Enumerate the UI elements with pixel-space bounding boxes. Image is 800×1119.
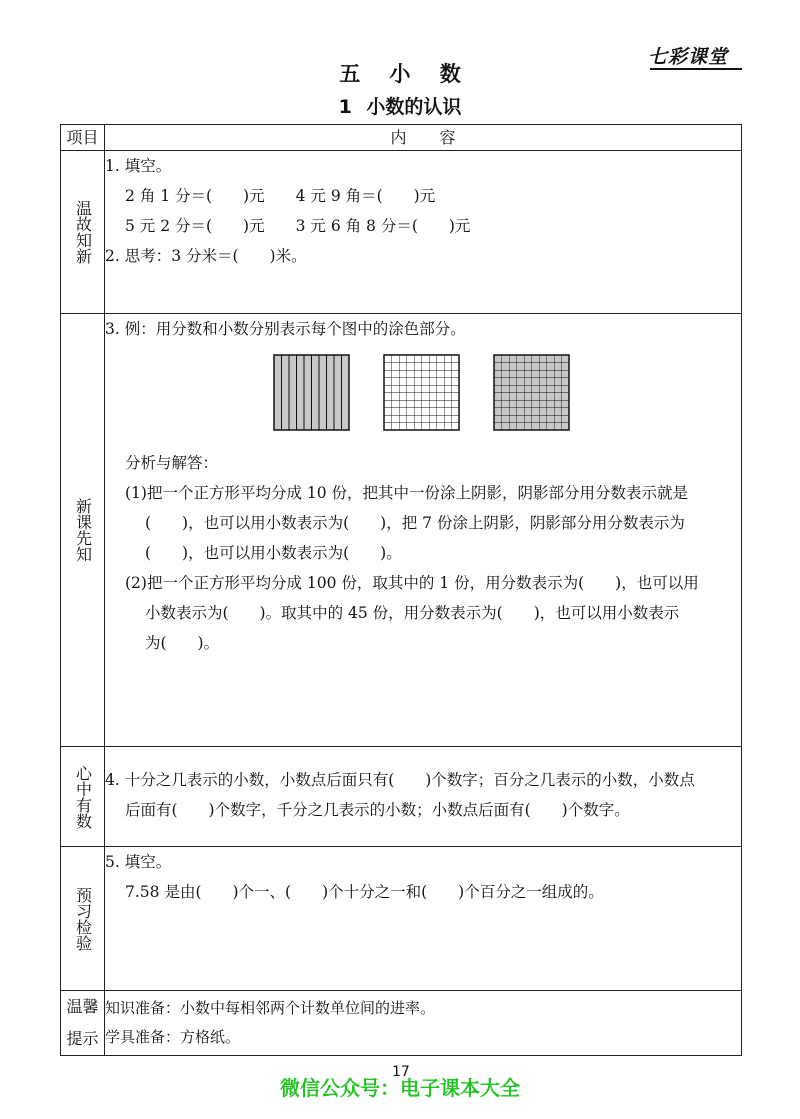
question-5-line-1: 7.58 是由( )个一、( )个十分之一和( )个百分之一组成的。 bbox=[125, 883, 604, 901]
section-content bbox=[105, 314, 742, 747]
tip-knowledge: 知识准备：小数中每相邻两个计数单位间的进率。 bbox=[105, 999, 436, 1017]
section-content bbox=[105, 991, 742, 1056]
part-1-line-2: ( )，也可以用小数表示为( )，把 7 份涂上阴影，阴影部分用分数表示为 bbox=[145, 514, 685, 532]
question-2: 2. 思考：3 分米＝( )米。 bbox=[105, 247, 307, 265]
question-5: 5. 填空。 bbox=[105, 853, 172, 871]
section-label: 心中有数 bbox=[61, 747, 105, 847]
watermark-text: 微信公众号：电子课本大全 bbox=[280, 1076, 520, 1100]
chapter-title: 五 小 数 bbox=[339, 62, 461, 86]
header-item: 项目 bbox=[61, 125, 105, 151]
analysis-heading: 分析与解答： bbox=[125, 454, 219, 472]
tenths-square-figure bbox=[273, 354, 350, 431]
table-header-row bbox=[61, 125, 742, 151]
part-2-line-3: 为( )。 bbox=[145, 634, 220, 652]
section-label: 温故知新 bbox=[61, 151, 105, 314]
tips-label-line-2: 提示 bbox=[66, 1029, 99, 1048]
section-content bbox=[105, 747, 742, 847]
section-summary bbox=[61, 747, 742, 847]
question-1-line-2: 5 元 2 分＝( )元 3 元 6 角 8 分＝( )元 bbox=[125, 217, 471, 235]
tip-tools: 学具准备：方格纸。 bbox=[105, 1028, 241, 1046]
question-1-line-1: 2 角 1 分＝( )元 4 元 9 角＝( )元 bbox=[125, 187, 436, 205]
section-check bbox=[61, 847, 742, 991]
question-3: 3. 例：用分数和小数分别表示每个图中的涂色部分。 bbox=[105, 320, 466, 338]
section-label: 预习检验 bbox=[61, 847, 105, 991]
brand-logo: 七彩课堂 bbox=[648, 46, 729, 68]
section-label bbox=[61, 991, 105, 1056]
question-4-line-1: 4. 十分之几表示的小数，小数点后面只有( )个数字；百分之几表示的小数，小数点 bbox=[105, 771, 695, 789]
lesson-title: 1 小数的认识 bbox=[338, 96, 462, 118]
example-figures bbox=[105, 354, 741, 440]
section-review bbox=[61, 151, 742, 314]
part-2-line-2: 小数表示为( )。取其中的 45 份，用分数表示为( )，也可以用小数表示 bbox=[145, 604, 680, 622]
question-4-line-2: 后面有( )个数字，千分之几表示的小数；小数点后面有( )个数字。 bbox=[125, 801, 630, 819]
tips-label-line-1: 温馨 bbox=[66, 997, 99, 1016]
part-1-line-1: (1)把一个正方形平均分成 10 份，把其中一份涂上阴影，阴影部分用分数表示就是 bbox=[125, 484, 689, 502]
question-1: 1. 填空。 bbox=[105, 157, 172, 175]
part-2-line-1: (2)把一个正方形平均分成 100 份，取其中的 1 份，用分数表示为( )，也可以用 bbox=[125, 574, 699, 592]
page-number: 17 bbox=[392, 1064, 410, 1080]
hundredths-grid-figure-1 bbox=[383, 354, 460, 431]
section-content bbox=[105, 847, 742, 991]
worksheet-table bbox=[60, 124, 742, 1056]
section-content bbox=[105, 151, 742, 314]
section-preview bbox=[61, 314, 742, 747]
hundredths-grid-figure-2 bbox=[493, 354, 570, 431]
header-content: 内 容 bbox=[105, 125, 742, 151]
section-label: 新课先知 bbox=[61, 314, 105, 747]
section-tips bbox=[61, 991, 742, 1056]
part-1-line-3: ( )，也可以用小数表示为( )。 bbox=[145, 544, 402, 562]
